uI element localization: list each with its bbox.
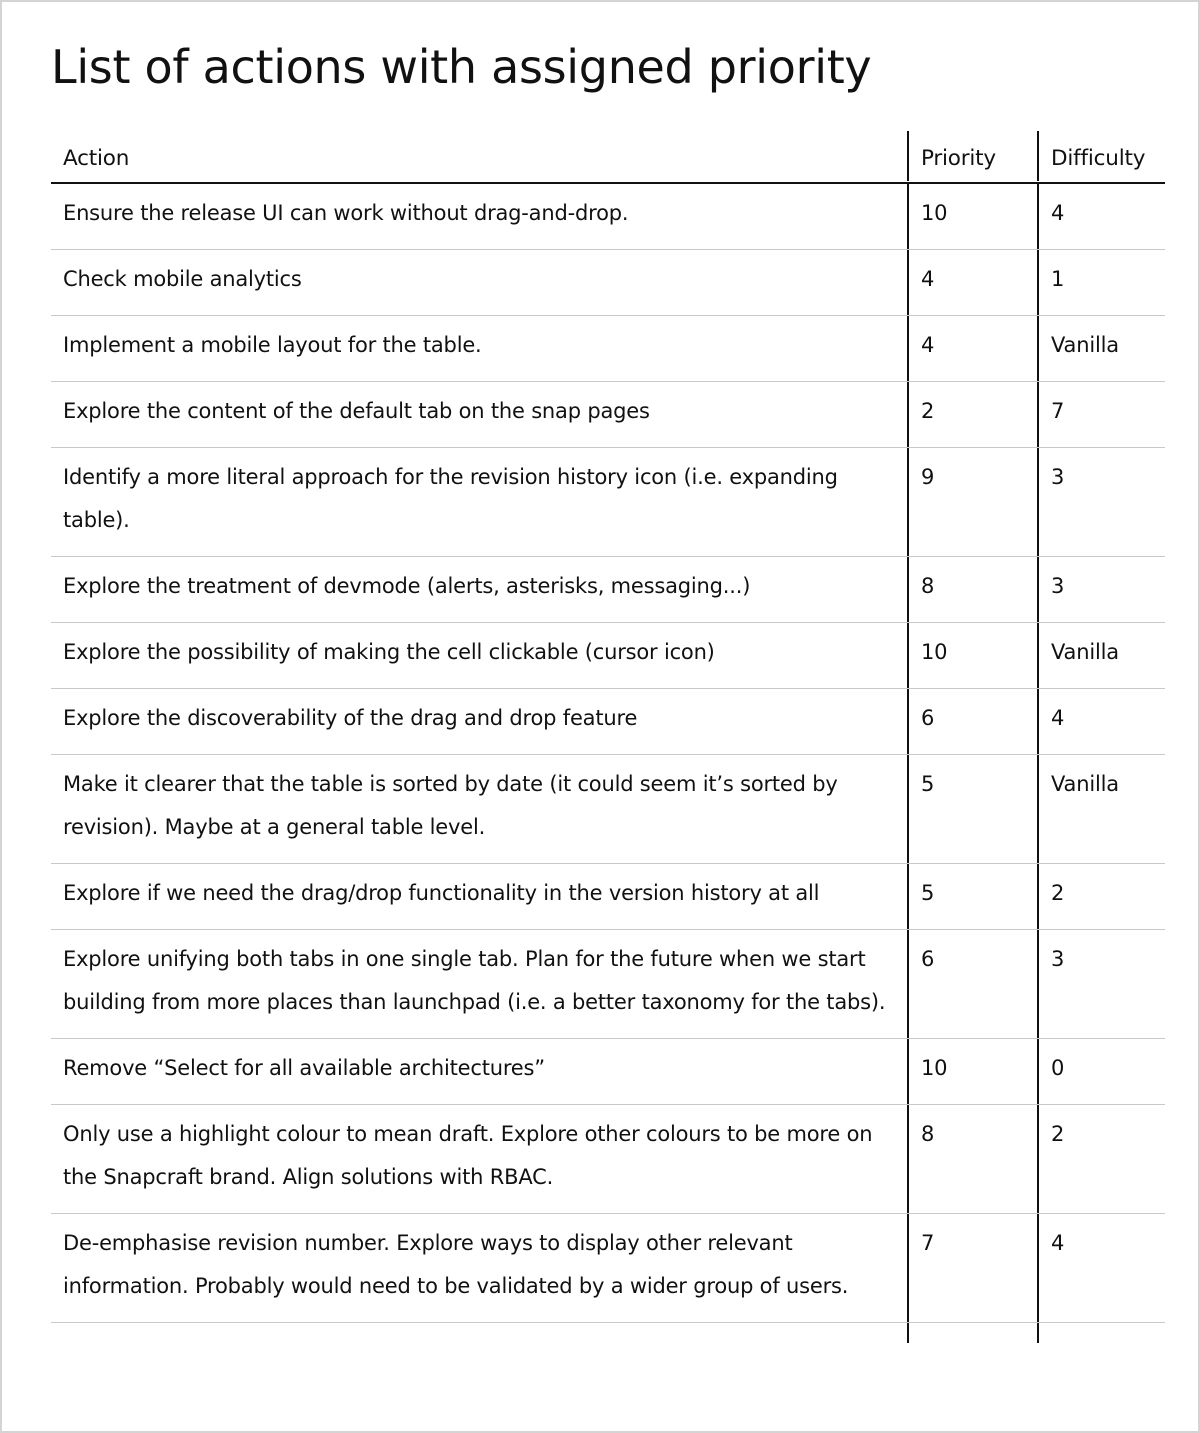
priority-cell: 6: [907, 930, 1037, 1038]
action-cell: Explore the possibility of making the cell clickable (cursor icon): [63, 640, 715, 664]
table-row: [51, 930, 1165, 1039]
priority-cell: 6: [907, 689, 1037, 754]
difficulty-cell: 1: [1037, 250, 1165, 315]
action-cell: Only use a highlight colour to mean draft. Explore other colours to be more on the Snapcraft brand. Align solutions with RBAC.: [63, 1122, 873, 1189]
priority-cell: 10: [907, 1039, 1037, 1104]
table-continuation-difficulty-rule: [1037, 1323, 1165, 1343]
table-row: [51, 755, 1165, 864]
column-header-priority: Priority: [907, 131, 1037, 181]
action-cell: Explore the discoverability of the drag and drop feature: [63, 706, 638, 730]
priority-cell: 4: [907, 250, 1037, 315]
priority-cell: 8: [907, 557, 1037, 622]
action-cell: Explore the treatment of devmode (alerts, asterisks, messaging...): [63, 574, 751, 598]
table-row: [51, 250, 1165, 316]
action-cell: Explore the content of the default tab on the snap pages: [63, 399, 650, 423]
difficulty-cell: 7: [1037, 382, 1165, 447]
difficulty-cell: Vanilla: [1037, 623, 1165, 688]
actions-table: [51, 130, 1165, 1343]
table-row: [51, 184, 1165, 250]
difficulty-cell: 2: [1037, 1105, 1165, 1213]
table-row: [51, 316, 1165, 382]
table-continuation-priority-rule: [907, 1323, 1037, 1343]
difficulty-cell: 2: [1037, 864, 1165, 929]
priority-cell: 4: [907, 316, 1037, 381]
page-title: List of actions with assigned priority: [51, 40, 872, 94]
table-row: [51, 864, 1165, 930]
priority-cell: 9: [907, 448, 1037, 556]
table-row: [51, 448, 1165, 557]
action-cell: De-emphasise revision number. Explore ways to display other relevant information. Probably would need to be validated by a wider group of users.: [63, 1231, 849, 1298]
priority-cell: 2: [907, 382, 1037, 447]
action-cell: Ensure the release UI can work without drag-and-drop.: [63, 201, 629, 225]
difficulty-cell: Vanilla: [1037, 316, 1165, 381]
priority-cell: 10: [907, 623, 1037, 688]
action-cell: Check mobile analytics: [63, 267, 302, 291]
difficulty-cell: Vanilla: [1037, 755, 1165, 863]
difficulty-cell: 4: [1037, 1214, 1165, 1322]
table-row: [51, 623, 1165, 689]
table-row: [51, 1039, 1165, 1105]
action-cell: Make it clearer that the table is sorted by date (it could seem it’s sorted by revision). Maybe at a general table level.: [63, 772, 838, 839]
difficulty-cell: 3: [1037, 930, 1165, 1038]
difficulty-cell: 4: [1037, 184, 1165, 249]
table-row: [51, 1214, 1165, 1323]
action-cell: Remove “Select for all available architectures”: [63, 1056, 545, 1080]
action-cell: Explore if we need the drag/drop functionality in the version history at all: [63, 881, 820, 905]
table-row: [51, 689, 1165, 755]
action-cell: Explore unifying both tabs in one single tab. Plan for the future when we start building from more places than launchpad (i.e. a better taxonomy for the tabs).: [63, 947, 886, 1014]
table-continuation-spacer: [51, 1323, 907, 1343]
action-cell: Implement a mobile layout for the table.: [63, 333, 482, 357]
priority-cell: 10: [907, 184, 1037, 249]
priority-cell: 5: [907, 755, 1037, 863]
priority-cell: 7: [907, 1214, 1037, 1322]
table-header-row: [51, 130, 1165, 184]
column-header-action: Action: [63, 146, 130, 171]
column-header-difficulty: Difficulty: [1037, 131, 1165, 181]
table-row: [51, 1105, 1165, 1214]
priority-cell: 8: [907, 1105, 1037, 1213]
difficulty-cell: 3: [1037, 557, 1165, 622]
action-cell: Identify a more literal approach for the revision history icon (i.e. expanding table).: [63, 465, 838, 532]
difficulty-cell: 4: [1037, 689, 1165, 754]
table-row: [51, 557, 1165, 623]
difficulty-cell: 0: [1037, 1039, 1165, 1104]
table-continuation: [51, 1323, 1165, 1343]
table-row: [51, 382, 1165, 448]
difficulty-cell: 3: [1037, 448, 1165, 556]
priority-cell: 5: [907, 864, 1037, 929]
